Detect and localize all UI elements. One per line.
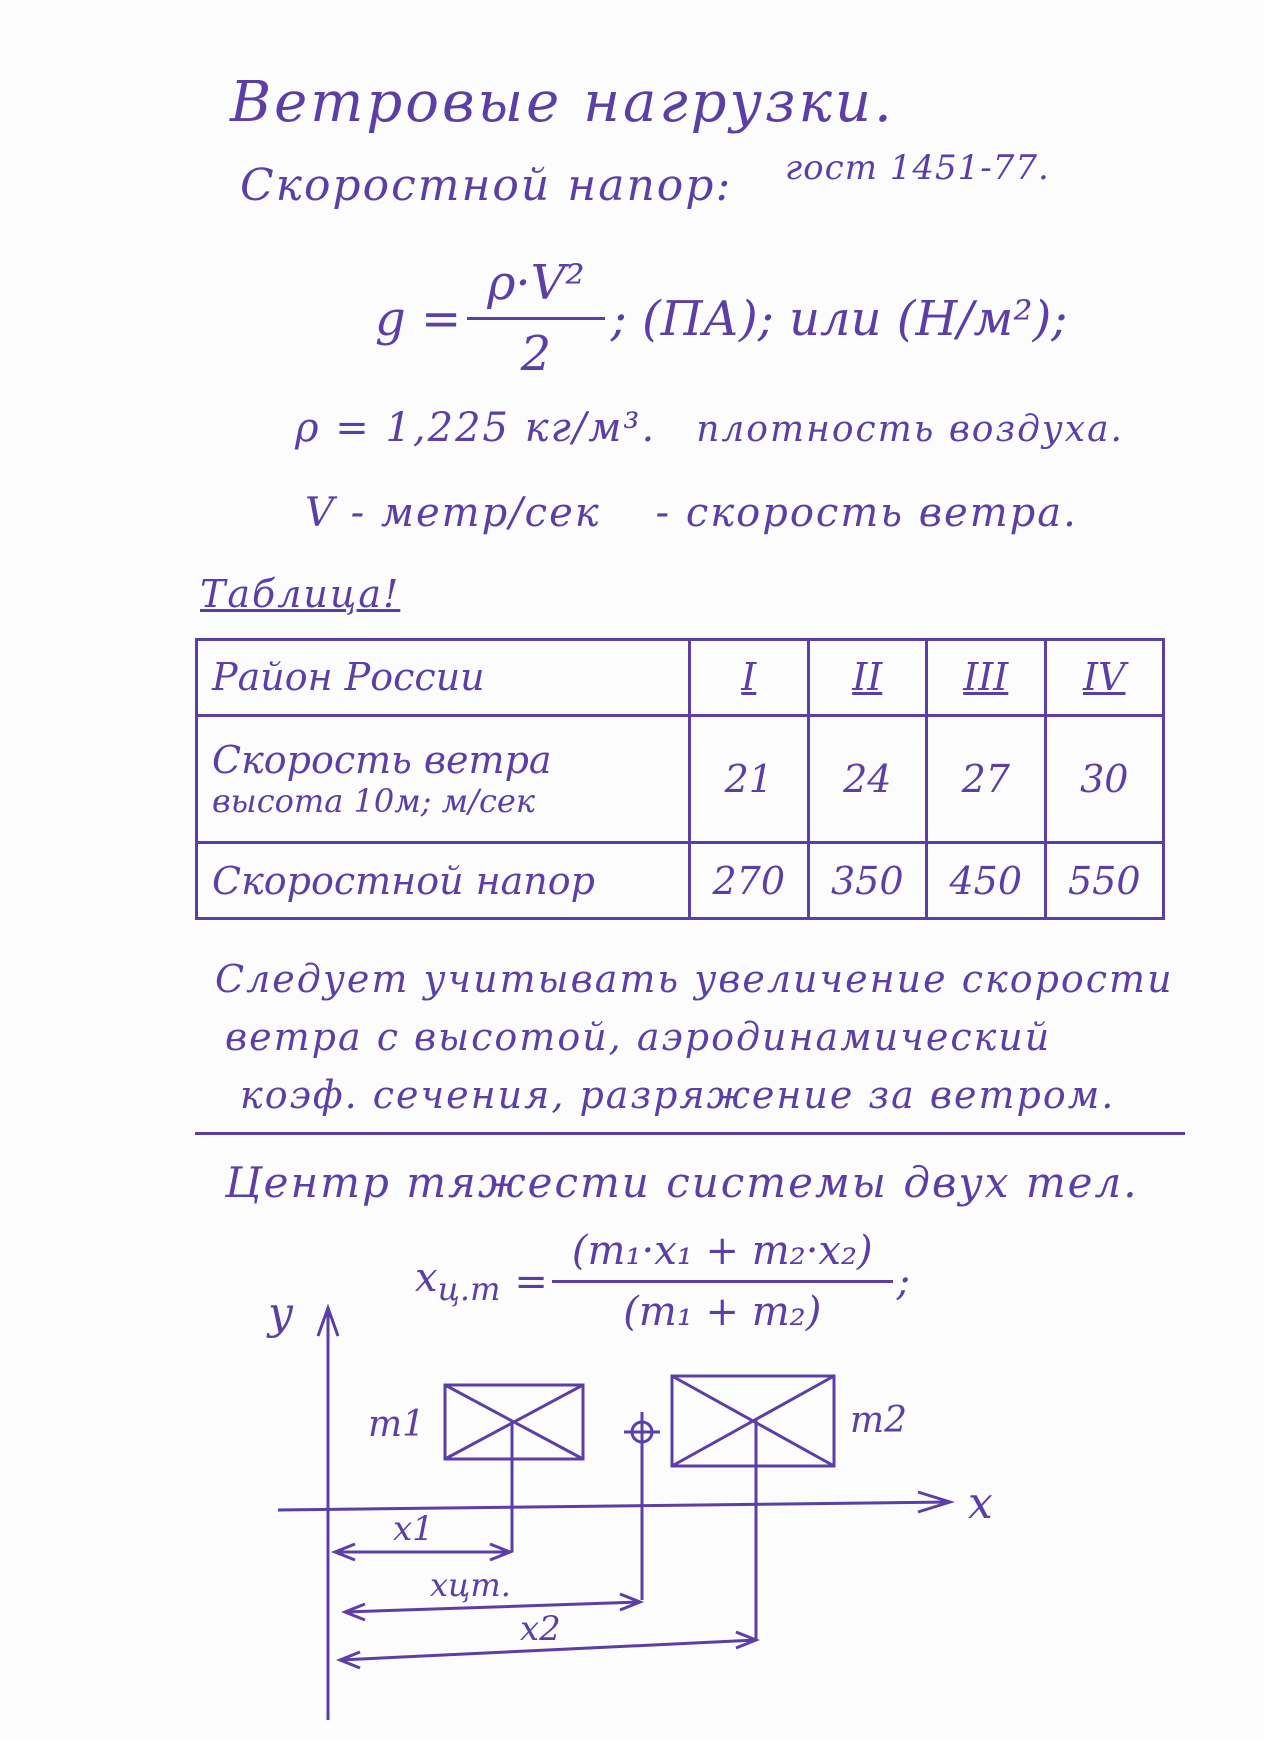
xct-label: xцт. <box>430 1566 511 1604</box>
xct-denominator: (m₁ + m₂) <box>552 1280 893 1335</box>
formula-units: ; (ПА); или (Н/м²); <box>610 290 1068 347</box>
xct-numerator: (m₁·x₁ + m₂·x₂) <box>571 1228 873 1274</box>
y-axis-label: y <box>268 1288 293 1339</box>
velocity-desc: - скорость ветра. <box>655 490 1078 536</box>
gost-reference: гост 1451-77. <box>785 148 1050 188</box>
density-value: ρ = 1,225 кг/м³. <box>295 405 657 451</box>
note-line: ветра с высотой, аэродинамический <box>225 1015 1052 1059</box>
table-cell: 350 <box>808 843 927 919</box>
table-cell: 24 <box>808 715 927 843</box>
region-4: IV <box>1045 640 1164 716</box>
region-2: II <box>808 640 927 716</box>
x2-label: x2 <box>520 1609 561 1649</box>
region-1: I <box>690 640 809 716</box>
m1-label: m1 <box>368 1404 426 1445</box>
center-of-gravity-title: Центр тяжести системы двух тел. <box>225 1158 1139 1207</box>
formula-lhs: g = <box>375 290 462 347</box>
density-desc: плотность воздуха. <box>696 409 1125 450</box>
table-cell: 450 <box>927 843 1046 919</box>
formula-denominator: 2 <box>467 317 604 382</box>
table-cell: 550 <box>1045 843 1164 919</box>
formula-numerator: ρ·V² <box>487 255 585 311</box>
page-title: Ветровые нагрузки. <box>230 70 895 135</box>
table-cell: 27 <box>927 715 1046 843</box>
velocity-value: V - метр/сек <box>305 490 601 536</box>
table-label: Таблица! <box>200 572 401 616</box>
row-label-pressure: Скоростной напор <box>197 843 690 919</box>
x1-label: x1 <box>393 1509 434 1549</box>
x-axis <box>278 1502 950 1510</box>
xct-lhs: $x_{ц.т}$ <box>415 1255 501 1308</box>
x-axis-label: x <box>968 1478 993 1529</box>
table-cell: 21 <box>690 715 809 843</box>
table-cell: 270 <box>690 843 809 919</box>
m2-label: m2 <box>850 1400 908 1441</box>
note-line: коэф. сечения, разряжение за ветром. <box>240 1073 1116 1117</box>
xct-eq: = <box>514 1258 548 1305</box>
region-3: III <box>927 640 1046 716</box>
note-line: Следует учитывать увеличение скорости <box>215 957 1174 1001</box>
row-label-line2: высота 10м; м/сек <box>212 781 535 820</box>
table-header-label: Район России <box>197 640 690 716</box>
xct-tail: ; <box>896 1258 911 1305</box>
row-label-line1: Скорость ветра <box>212 737 552 782</box>
table-cell: 30 <box>1045 715 1164 843</box>
subtitle: Скоростной напор: <box>240 160 733 211</box>
